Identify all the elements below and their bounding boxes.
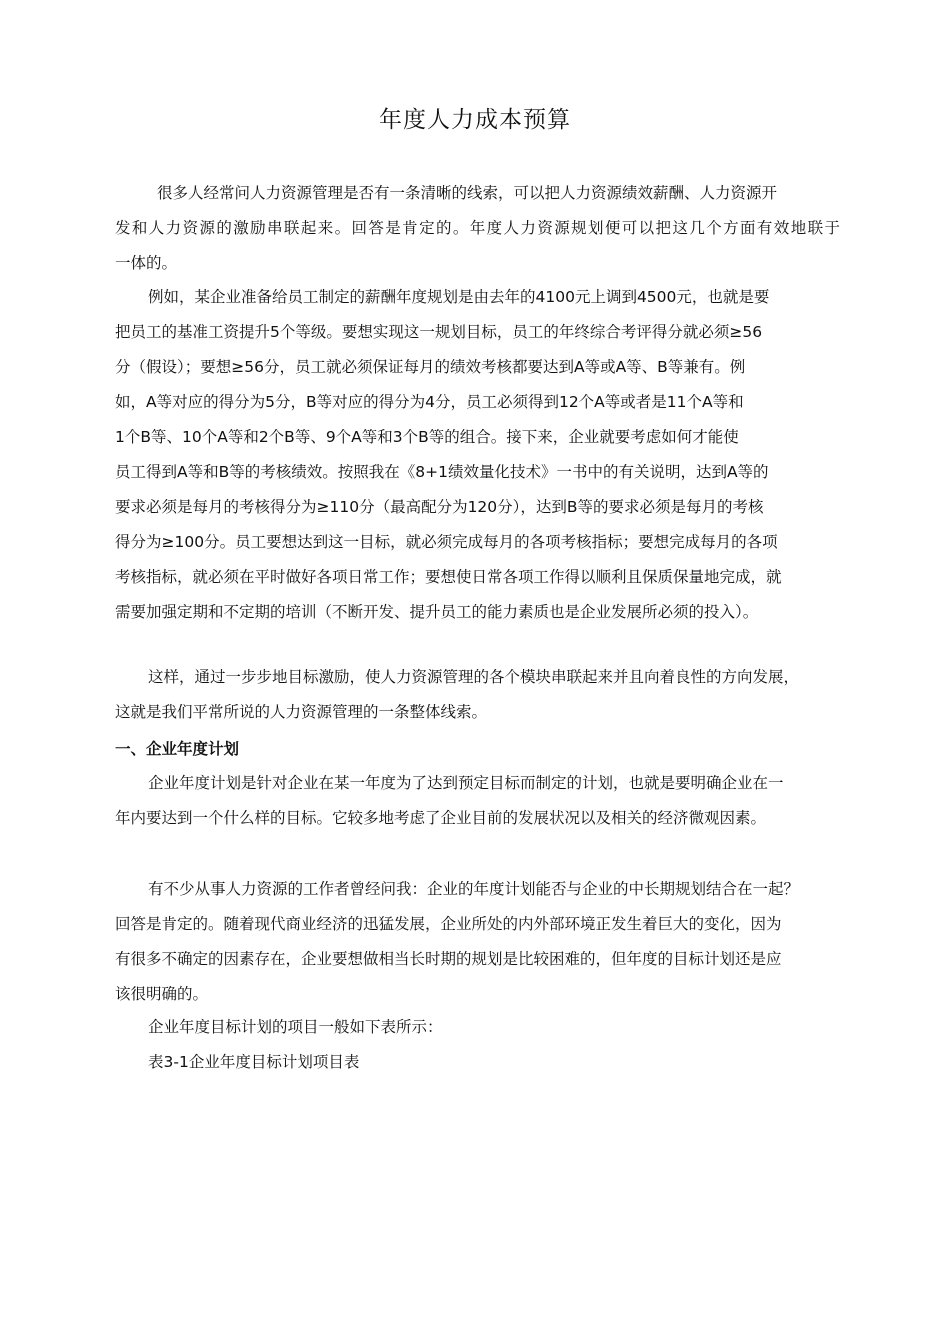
paragraph-line: 得分为≥100分。员工要想达到这一目标，就必须完成每月的各项考核指标；要想完成每月的各项 xyxy=(115,533,778,551)
paragraph-line: 例如，某企业准备给员工制定的薪酬年度规划是由去年的4100元上调到4500元，也就是要 xyxy=(148,288,770,306)
paragraph-line: 企业年度计划是针对企业在某一年度为了达到预定目标而制定的计划，也就是要明确企业在一 xyxy=(148,774,784,792)
annual-plan-paragraph xyxy=(115,766,840,836)
long-term-plan-paragraph xyxy=(115,872,840,1012)
paragraph-line: 企业年度目标计划的项目一般如下表所示： xyxy=(148,1018,443,1036)
paragraph-line: 有很多不确定的因素存在，企业要想做相当长时期的规划是比较困难的，但年度的目标计划还是应 xyxy=(115,950,782,968)
paragraph-line: 有不少从事人力资源的工作者曾经问我：企业的年度计划能否与企业的中长期规划结合在一起？ xyxy=(148,880,800,898)
paragraph-line: 把员工的基准工资提升5个等级。要想实现这一规划目标，员工的年终综合考评得分就必须≥56 xyxy=(115,323,763,341)
paragraph-line: 很多人经常问人力资源管理是否有一条清晰的线索，可以把人力资源绩效薪酬、人力资源开 xyxy=(157,184,778,202)
table-intro-paragraph xyxy=(115,1010,840,1045)
paragraph-line: 员工得到A等和B等的考核绩效。按照我在《8+1绩效量化技术》一书中的有关说明，达到A等的 xyxy=(115,463,769,481)
table-caption-text: 表3-1企业年度目标计划项目表 xyxy=(148,1053,360,1071)
paragraph-line: 分（假设）；要想≥56分，员工就必须保证每月的绩效考核都要达到A等或A等、B等兼有。例 xyxy=(115,358,746,376)
section-heading: 一、企业年度计划 xyxy=(115,740,240,758)
paragraph-line: 回答是肯定的。随着现代商业经济的迅猛发展，企业所处的内外部环境正发生着巨大的变化，因为 xyxy=(115,915,782,933)
paragraph-line: 1个B等、10个A等和2个B等、9个A等和3个B等的组合。接下来，企业就要考虑如何才能使 xyxy=(115,428,739,446)
example-paragraph xyxy=(115,280,840,630)
paragraph-line: 如，A等对应的得分为5分，B等对应的得分为4分，员工必须得到12个A等或者是11个A等和 xyxy=(115,393,744,411)
paragraph-line: 要求必须是每月的考核得分为≥110分（最高配分为120分），达到B等的要求必须是每月的考核 xyxy=(115,498,764,516)
summary-paragraph xyxy=(115,660,840,730)
paragraph-line: 这样，通过一步步地目标激励，使人力资源管理的各个模块串联起来并且向着良性的方向发展， xyxy=(148,668,800,686)
paragraph-line: 年内要达到一个什么样的目标。它较多地考虑了企业目前的发展状况以及相关的经济微观因素。 xyxy=(115,809,767,827)
paragraph-line: 需要加强定期和不定期的培训（不断开发、提升员工的能力素质也是企业发展所必须的投入）。 xyxy=(115,603,759,621)
intro-paragraph xyxy=(115,176,840,281)
document-title: 年度人力成本预算 xyxy=(379,107,571,133)
paragraph-line: 一体的。 xyxy=(115,254,178,272)
paragraph-line: 考核指标，就必须在平时做好各项日常工作；要想使日常各项工作得以顺利且保质保量地完成，就 xyxy=(115,568,782,586)
table-caption xyxy=(115,1045,840,1080)
paragraph-line: 这就是我们平常所说的人力资源管理的一条整体线索。 xyxy=(115,703,488,721)
paragraph-line: 发和人力资源的激励串联起来。回答是肯定的。年度人力资源规划便可以把这几个方面有效地联于 xyxy=(115,219,840,237)
paragraph-line: 该很明确的。 xyxy=(115,985,209,1003)
